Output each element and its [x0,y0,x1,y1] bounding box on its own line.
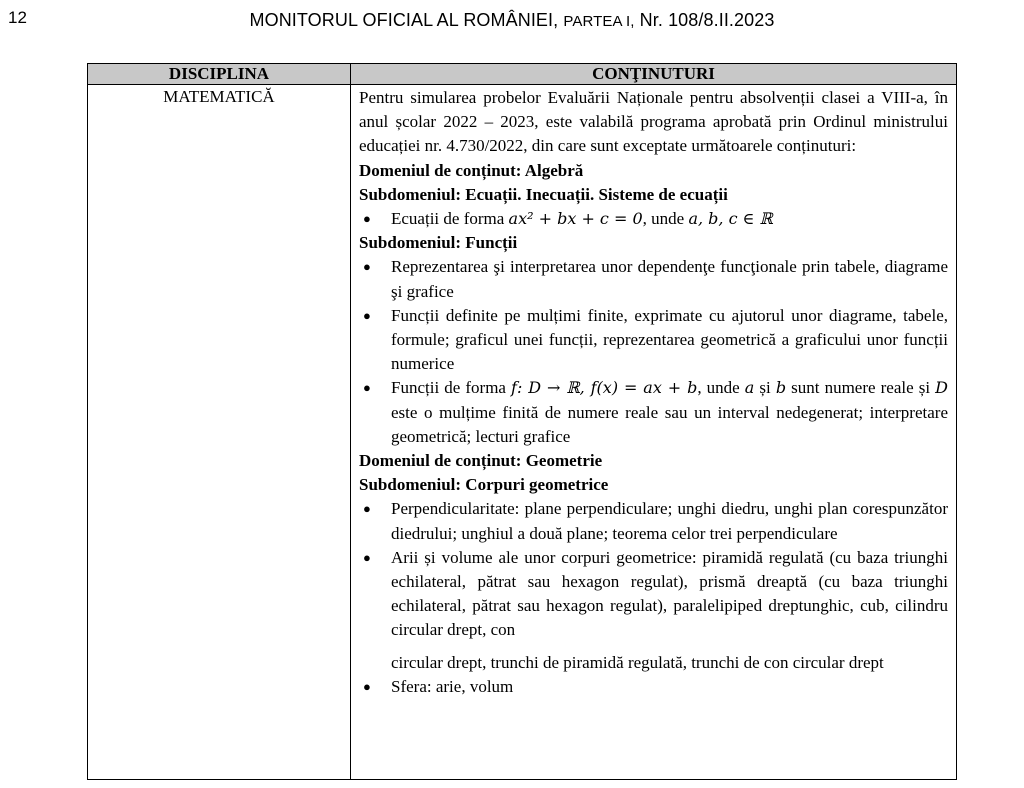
column-header-disciplina: DISCIPLINA [88,64,351,85]
math-variable: a [744,378,755,398]
intro-paragraph: Pentru simularea probelor Evaluării Naționale pentru absolvenții clasei a VIII-a, în anul școlar 2022 – 2023, este valabilă programa aprobată prin Ordinul ministrului educației nr. 4.730/2022, din care sunt exceptate următoarele conținuturi: [359,88,948,156]
publication-issue: Nr. 108/8.II.2023 [639,10,775,30]
math-variable: D [935,378,948,398]
item-text: Perpendicularitate: plane perpendiculare; unghi diedru, unghi plan corespunzător diedrului; unghiul a două plane; teorema celor trei perpendiculare [391,499,948,543]
math-formula: f: D → ℝ, f(x) = ax + b [511,378,698,398]
equations-list [359,207,948,231]
item-text: Sfera: arie, volum [391,676,514,696]
item-text: Arii și volume ale unor corpuri geometrice: piramidă regulată (cu baza triunghi echilateral, pătrat sau hexagon regulat), prismă dreaptă (cu baza triunghi echilateral, pătrat sau hexagon regulat), paralelipiped dreptunghic, cub, cilindru circular drept, con [391,547,948,640]
page-header [0,10,1024,31]
bullet-icon: ● [363,307,371,323]
page-number: 12 [8,8,27,27]
domain-heading-geometry: Domeniul de conținut: Geometrie [359,451,603,471]
content-table [87,63,957,780]
bullet-icon: ● [363,501,371,517]
list-item [359,376,948,449]
item-text: Funcții definite pe mulțimi finite, exprimate cu ajutorul unor diagrame, tabele, formule; graficul unei funcții, reprezentarea geometrică a graficului unor funcții numerice [391,305,948,374]
list-item [359,546,948,675]
publication-part: PARTEA I, [563,13,635,30]
item-text: , unde [697,378,740,398]
math-formula: a, b, c ∈ ℝ [688,209,773,229]
domain-heading-algebra: Domeniul de conținut: Algebră [359,160,584,180]
subdomain-heading-functions: Subdomeniul: Funcții [359,233,518,253]
item-text: Reprezentarea şi interpretarea unor dependenţe funcţionale prin tabele, diagrame şi grafice [391,257,948,301]
item-text: și [759,378,771,398]
list-item [359,304,948,377]
list-item [359,255,948,303]
bullet-icon: ● [363,259,371,275]
item-text: sunt numere reale și [791,378,931,398]
contents-cell [351,85,957,780]
item-text: Ecuații de forma [391,209,505,229]
publication-title: MONITORUL OFICIAL AL ROMÂNIEI, [249,10,559,30]
subdomain-heading-equations: Subdomeniul: Ecuații. Inecuații. Sisteme de ecuații [359,184,728,204]
table-header-row [88,64,957,85]
table-row [88,85,957,780]
item-text: este o mulțime finită de numere reale sau un interval nedegenerat; interpretare geometrică; lecturi grafice [391,402,948,446]
subdomain-heading-solids: Subdomeniul: Corpuri geometrice [359,475,609,495]
item-text: , unde [642,209,685,229]
bullet-icon: ● [363,380,371,396]
bullet-icon: ● [363,211,371,227]
column-header-continuturi: CONŢINUTURI [351,64,957,85]
bullet-icon: ● [363,549,371,565]
item-text: Funcții de forma [391,378,506,398]
discipline-cell: MATEMATICĂ [88,85,351,780]
list-item [359,497,948,545]
list-item [359,207,948,231]
bullet-icon: ● [363,678,371,694]
math-variable: b [775,378,787,398]
functions-list [359,255,948,449]
list-item [359,675,948,699]
item-text: circular drept, trunchi de piramidă regulată, trunchi de con circular drept [391,652,884,672]
solids-list [359,497,948,699]
math-formula: ax² + bx + c = 0 [508,209,643,229]
